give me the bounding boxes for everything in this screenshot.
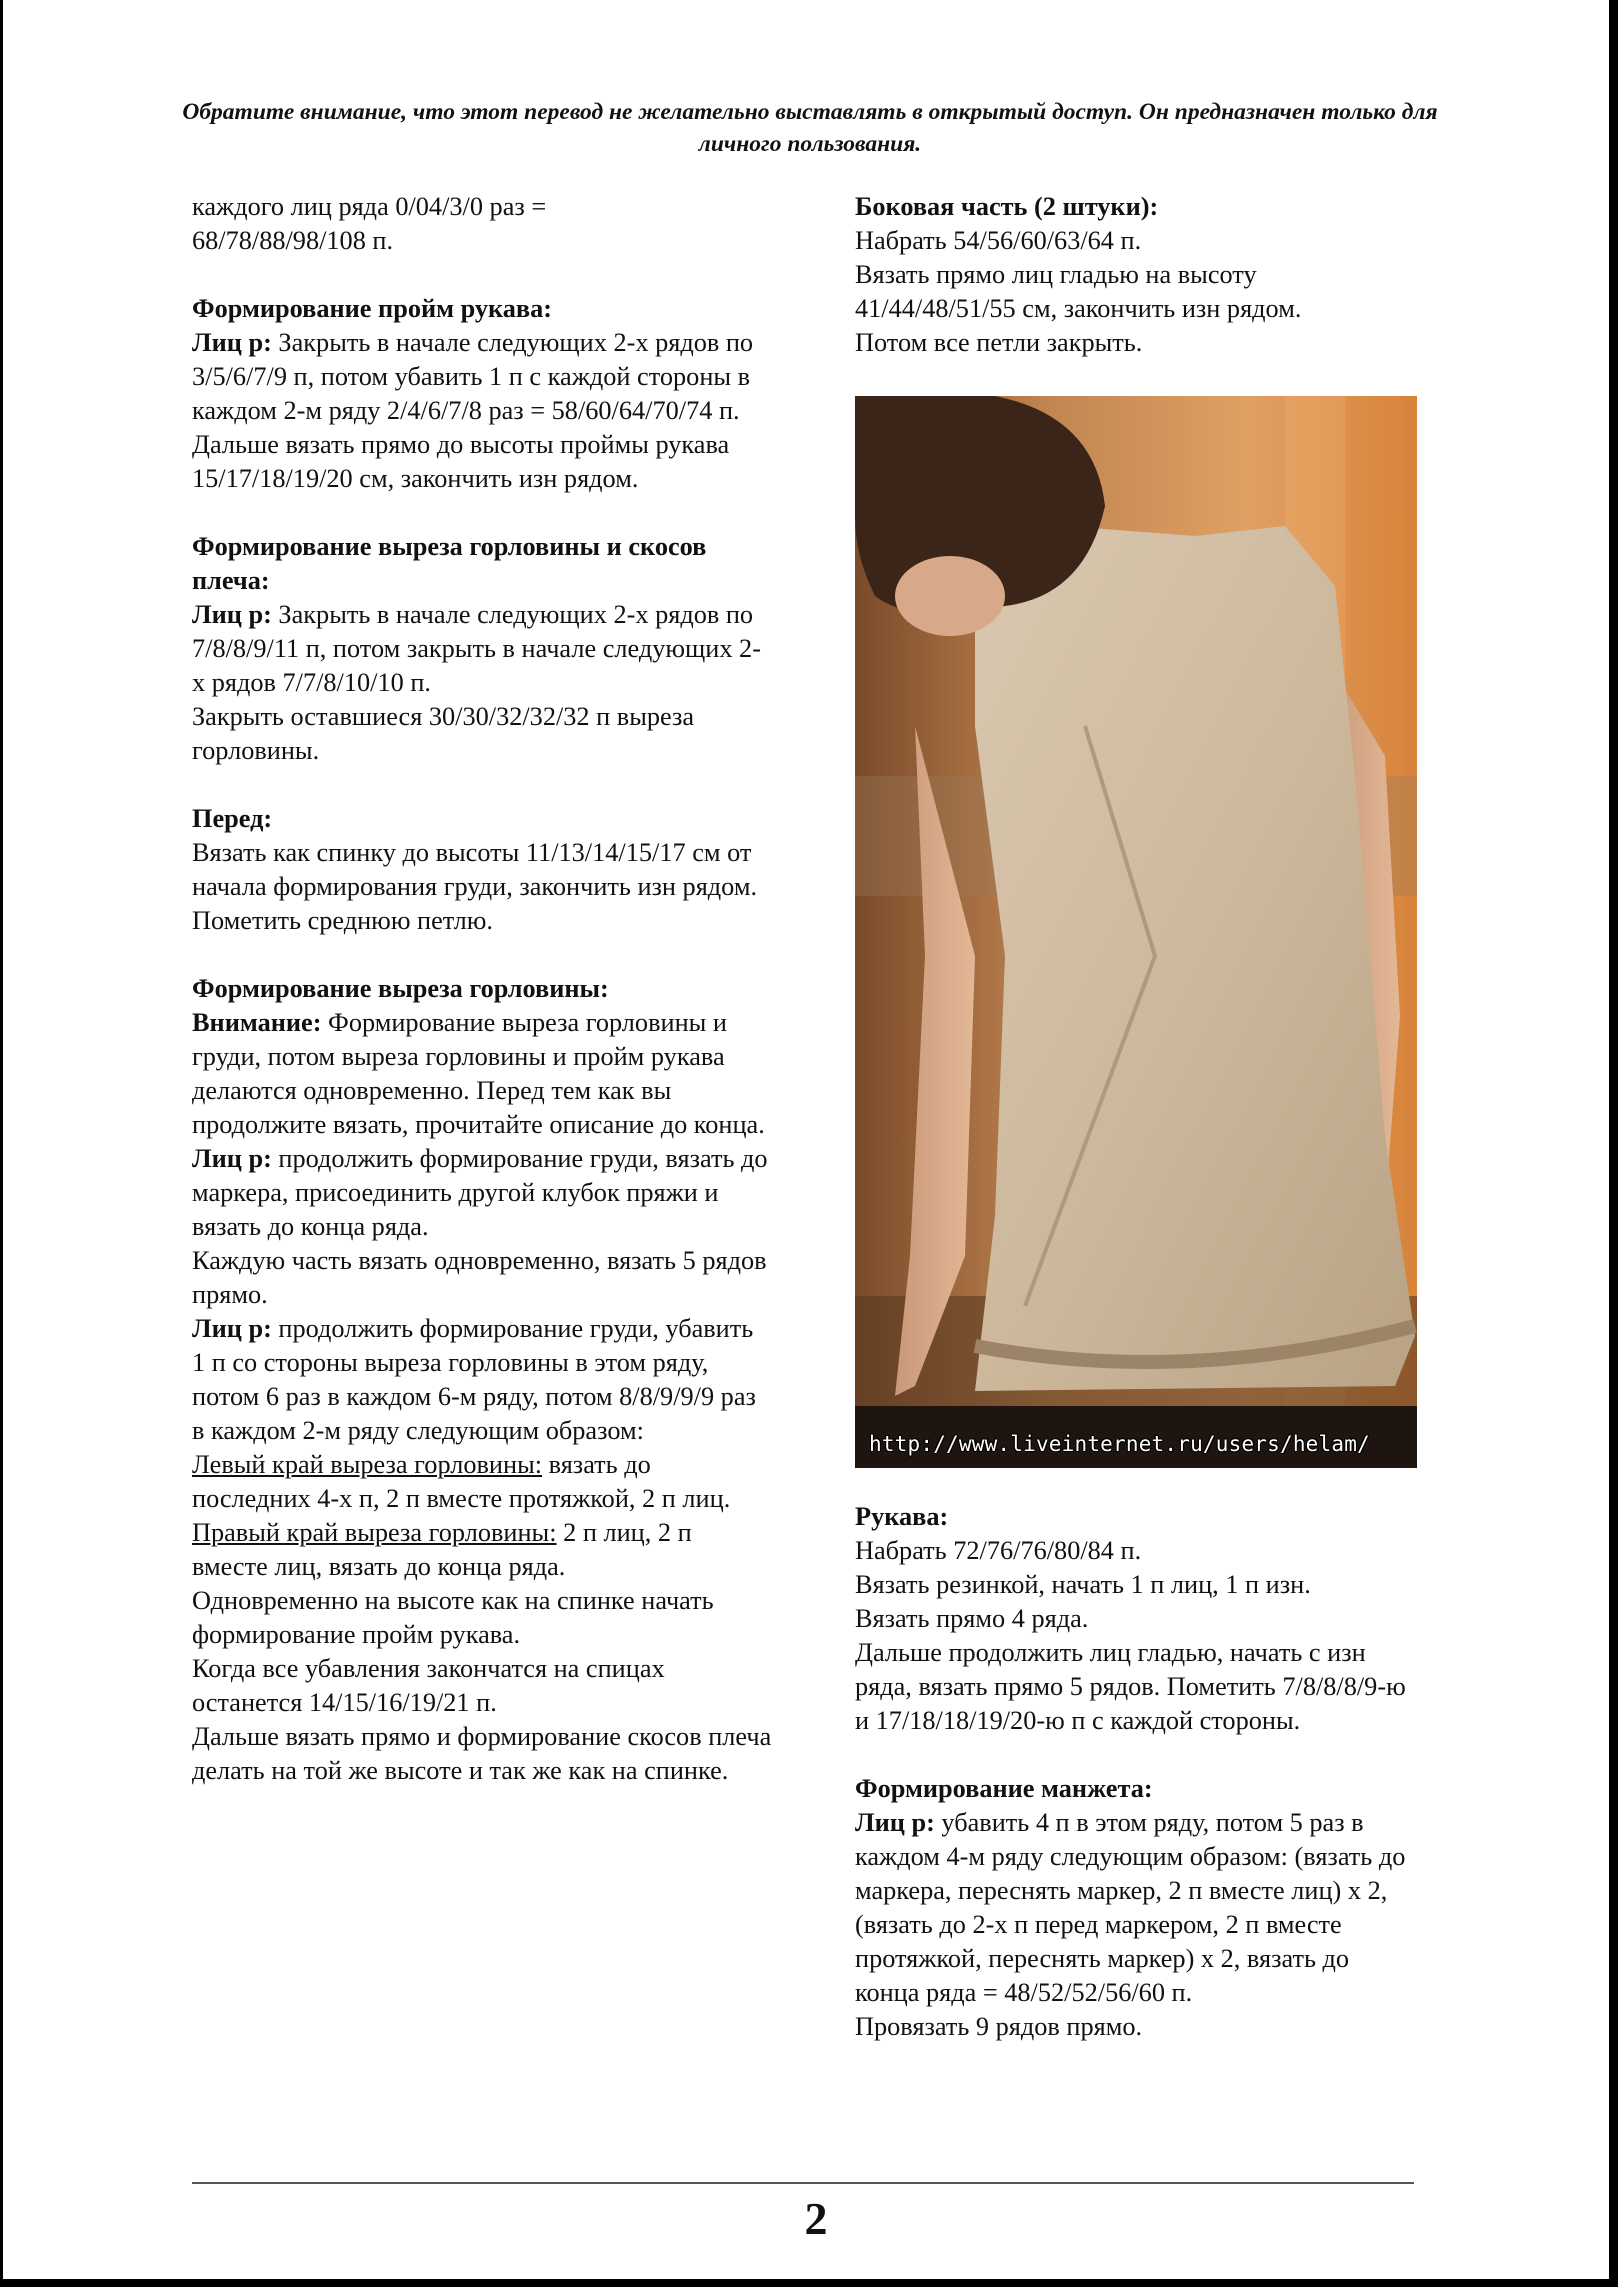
paragraph-sleeves-2: Вязать резинкой, начать 1 п лиц, 1 п изн. <box>855 1570 1311 1599</box>
page-number: 2 <box>804 2193 828 2244</box>
paragraph-left-edge: Левый край выреза горловины: вязать до последних 4-х п, 2 п вместе протяжкой, 2 п лиц. <box>192 1450 731 1513</box>
heading-armhole: Формирование пройм рукава: <box>192 294 553 323</box>
paragraph-side-3: Потом все петли закрыть. <box>855 328 1143 357</box>
paragraph-front: Вязать как спинку до высоты 11/13/14/15/17 см от начала формирования груди, закончить изн рядом. <box>192 838 758 901</box>
garment-photo <box>855 396 1417 1468</box>
paragraph-cuff: Лиц р: убавить 4 п в этом ряду, потом 5 раз в каждом 4-м ряду следующим образом: (вязать до маркера, переснять маркер, 2 п вместе лиц) х 2, (вязать до 2-х п перед маркером, 2 п вместе протяжкой, переснять маркер) х 2, вязать до конца ряда = 48/52/52/56/60 п. <box>855 1808 1406 2007</box>
footer-divider <box>192 2182 1414 2184</box>
paragraph-attention: Внимание: Формирование выреза горловины и груди, потом выреза горловины и пройм рукава делаются одновременно. Перед тем как вы продолжите вязать, прочитайте описание до конца. <box>192 1008 765 1139</box>
heading-neck-shoulder: Формирование выреза горловины и скосов плеча: <box>192 532 707 595</box>
left-column <box>192 190 772 1788</box>
paragraph-front-2: Пометить среднюю петлю. <box>192 906 493 935</box>
paragraph-neck-shoulder-2: Закрыть оставшиеся 30/30/32/32/32 п выреза горловины. <box>192 702 695 765</box>
paragraph-armhole: Лиц р: Закрыть в начале следующих 2-х рядов по 3/5/6/7/9 п, потом убавить 1 п с каждой стороны в каждом 2-м ряду 2/4/6/7/8 раз = 58/60/64/70/74 п. <box>192 328 754 425</box>
paragraph-row-1: Лиц р: продолжить формирование груди, вязать до маркера, присоединить другой клубок пряжи и вязать до конца ряда. <box>192 1144 768 1241</box>
row-label: Лиц р: <box>855 1808 935 1837</box>
heading-front: Перед: <box>192 804 273 833</box>
right-column-bottom <box>855 1500 1415 2044</box>
heading-side-panel: Боковая часть (2 штуки): <box>855 192 1159 221</box>
paragraph-shoulder: Дальше вязать прямо и формирование скосов плеча делать на той же высоте и так же как на спинке. <box>192 1722 772 1785</box>
heading-cuff: Формирование манжета: <box>855 1774 1153 1803</box>
paragraph-sleeves-3: Вязать прямо 4 ряда. <box>855 1604 1089 1633</box>
right-column-top <box>855 190 1415 360</box>
heading-neckline: Формирование выреза горловины: <box>192 974 609 1003</box>
row-label: Лиц р: <box>192 1144 272 1173</box>
paragraph-row-1b: Каждую часть вязать одновременно, вязать 5 рядов прямо. <box>192 1246 767 1309</box>
left-edge-label: Левый край выреза горловины: <box>192 1450 543 1479</box>
paragraph-row-2: Лиц р: продолжить формирование груди, убавить 1 п со стороны выреза горловины в этом ряду, потом 6 раз в каждом 6-м ряду, потом 8/8/9/9/9 раз в каждом 2-м ряду следующим образом: <box>192 1314 756 1445</box>
paragraph-right-edge: Правый край выреза горловины: 2 п лиц, 2 п вместе лиц, вязать до конца ряда. <box>192 1518 692 1581</box>
paragraph-side-2: Вязать прямо лиц гладью на высоту 41/44/48/51/55 см, закончить изн рядом. <box>855 260 1302 323</box>
heading-sleeves: Рукава: <box>855 1502 949 1531</box>
page-border-left <box>0 0 3 2287</box>
paragraph-simultaneous: Одновременно на высоте как на спинке начать формирование пройм рукава. <box>192 1586 714 1649</box>
photo-illustration <box>855 396 1417 1468</box>
row-label: Лиц р: <box>192 328 272 357</box>
paragraph-sleeves-1: Набрать 72/76/76/80/84 п. <box>855 1536 1142 1565</box>
paragraph-sleeves-4: Дальше продолжить лиц гладью, начать с изн ряда, вязать прямо 5 рядов. Пометить 7/8/8/8/9-ю и 17/18/18/19/20-ю п с каждой стороны. <box>855 1638 1406 1735</box>
paragraph-neck-shoulder: Лиц р: Закрыть в начале следующих 2-х рядов по 7/8/8/9/11 п, потом закрыть в начале следующих 2-х рядов 7/7/8/10/10 п. <box>192 600 761 697</box>
photo-watermark: http://www.liveinternet.ru/users/helam/ <box>869 1432 1370 1456</box>
paragraph-side-1: Набрать 54/56/60/63/64 п. <box>855 226 1142 255</box>
row-label: Лиц р: <box>192 600 272 629</box>
paragraph-armhole-2: Дальше вязать прямо до высоты проймы рукава 15/17/18/19/20 см, закончить изн рядом. <box>192 430 730 493</box>
paragraph-cuff-2: Провязать 9 рядов прямо. <box>855 2012 1143 2041</box>
row-label: Лиц р: <box>192 1314 272 1343</box>
page-border-bottom <box>0 2279 1618 2287</box>
paragraph-continuation: каждого лиц ряда 0/04/3/0 раз = 68/78/88/98/108 п. <box>192 192 547 255</box>
paragraph-remaining: Когда все убавления закончатся на спицах останется 14/15/16/19/21 п. <box>192 1654 665 1717</box>
page-border-right <box>1609 0 1618 2287</box>
attention-label: Внимание: <box>192 1008 322 1037</box>
right-edge-label: Правый край выреза горловины: <box>192 1518 557 1547</box>
privacy-notice: Обратите внимание, что этот перевод не желательно выставлять в открытый доступ. Он предназначен только для личного пользования. <box>182 99 1438 157</box>
